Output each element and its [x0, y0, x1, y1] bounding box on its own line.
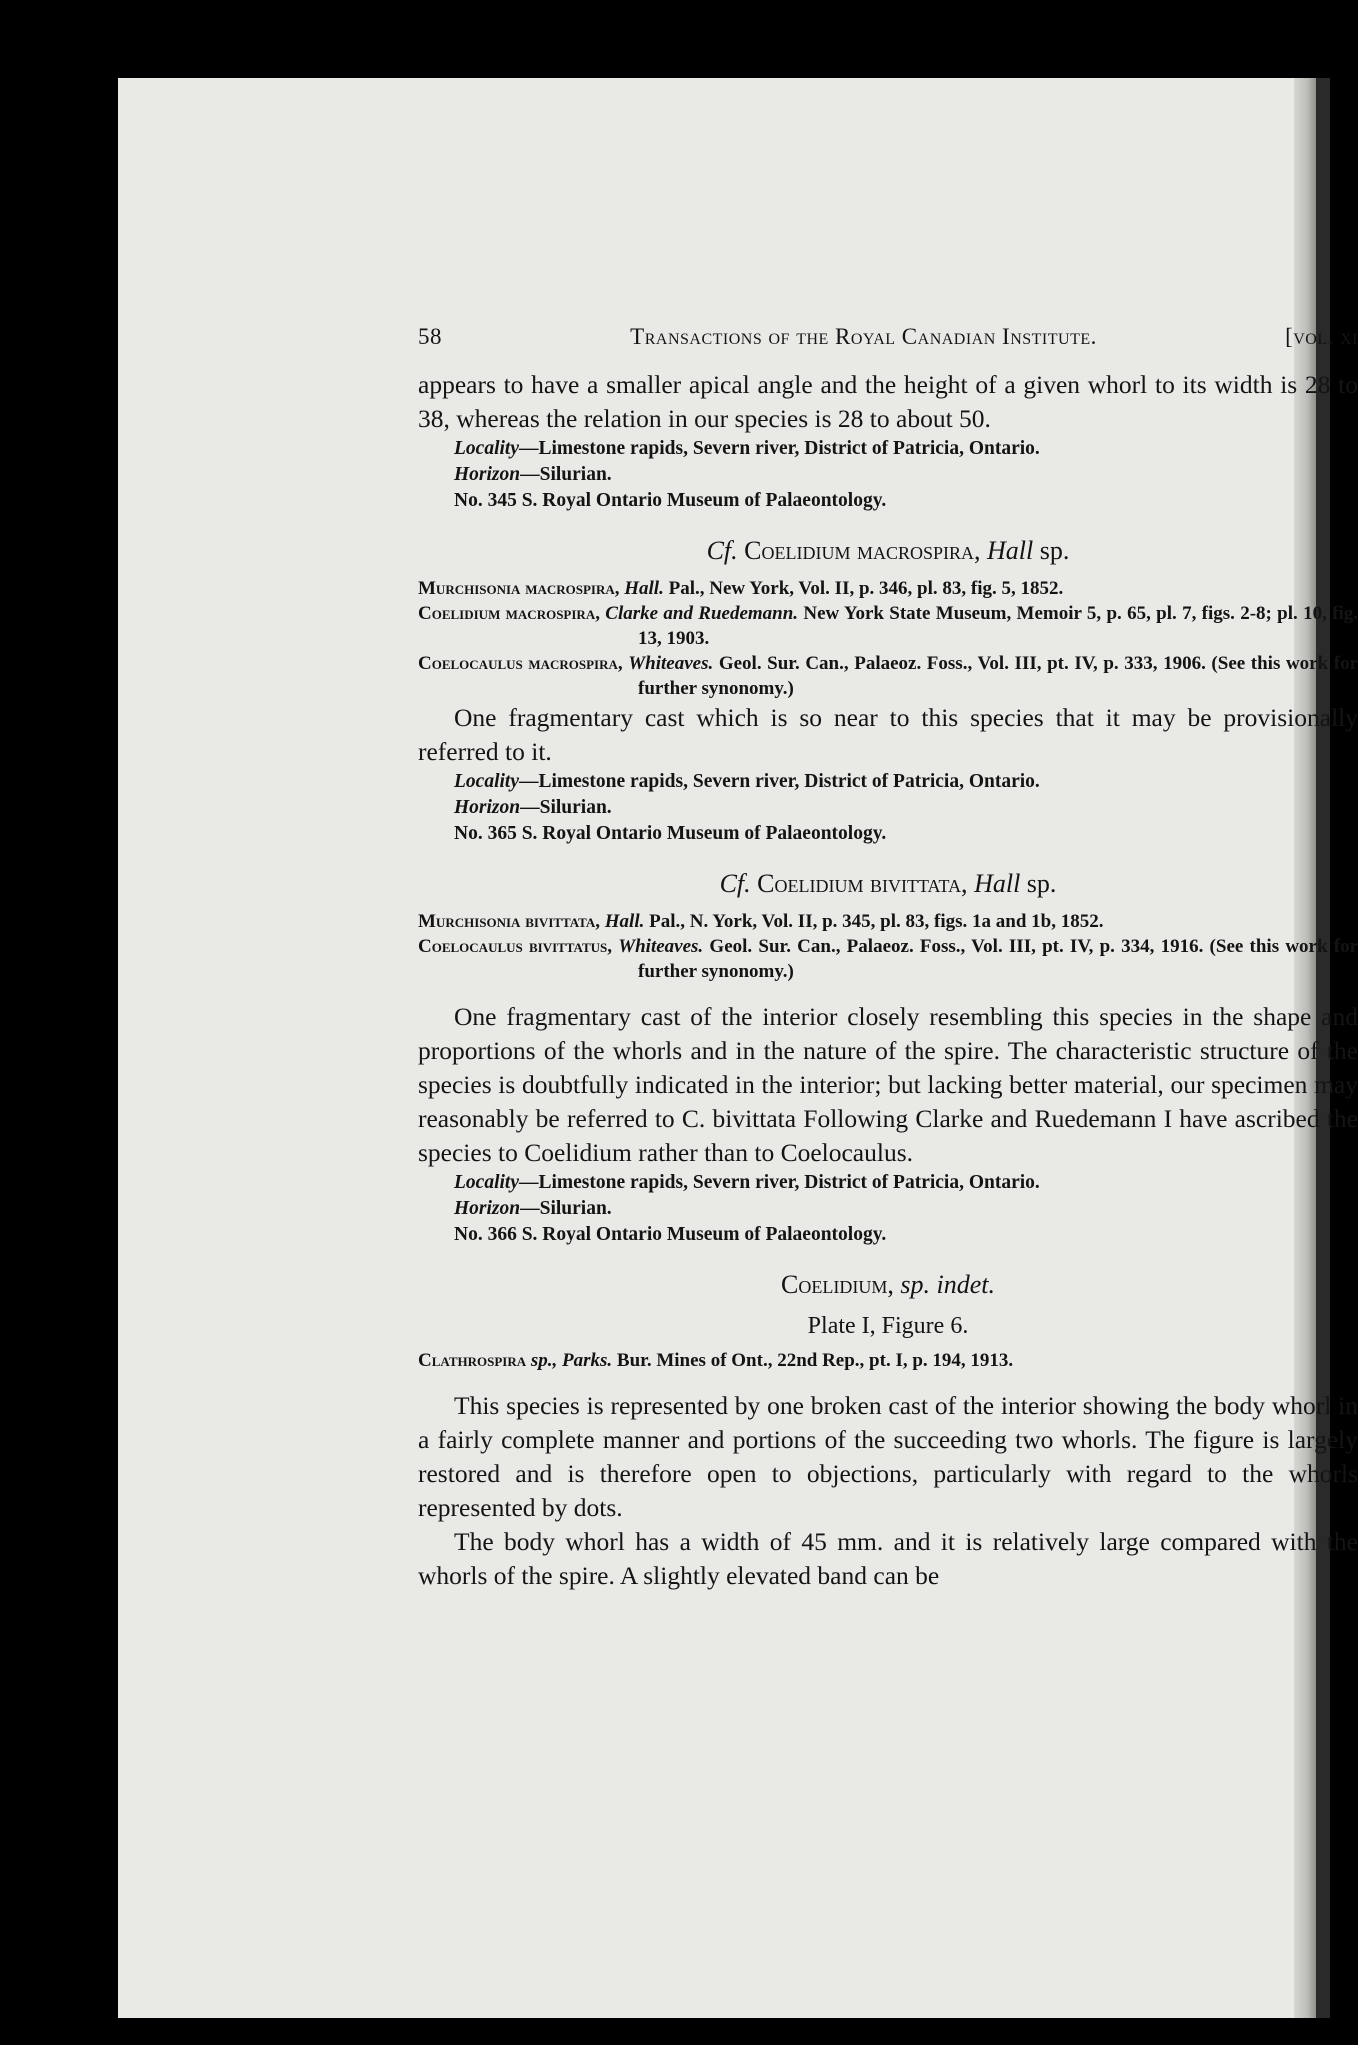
- locality-line: Locality—Limestone rapids, Severn river, District of Patricia, Ontario.: [454, 1172, 1040, 1193]
- intro-paragraph: appears to have a smaller apical angle and the height of a given whorl to its width is 28 to 38, whereas the relation in our species is 28 to about 50.: [418, 370, 1358, 433]
- references-bivittata: [418, 909, 1358, 984]
- locality-line: Locality—Limestone rapids, Severn river, District of Patricia, Ontario.: [454, 438, 1040, 459]
- description-paragraph: One fragmentary cast which is so near to this species that it may be provisionally referred to it.: [418, 703, 1358, 766]
- horizon-line: Horizon—Silurian.: [454, 1198, 612, 1219]
- reference-entry: Coelocaulus macrospira, Whiteaves. Geol. Sur. Can., Palaeoz. Foss., Vol. III, pt. IV, p. 333, 1906. (See this work for further synonomy.): [418, 653, 1358, 699]
- page-number: 58: [418, 324, 442, 349]
- reference-entry: Coelidium macrospira, Clarke and Ruedemann. New York State Museum, Memoir 5, p. 65, pl. 7, figs. 2-8; pl. 10, fig. 13, 1903.: [418, 603, 1358, 649]
- specimen-number: No. 345 S. Royal Ontario Museum of Palaeontology.: [454, 490, 887, 511]
- reference-entry: Murchisonia bivittata, Hall. Pal., N. York, Vol. II, p. 345, pl. 83, figs. 1a and 1b, 1852.: [418, 911, 1104, 932]
- specimen-number: No. 365 S. Royal Ontario Museum of Palaeontology.: [454, 823, 887, 844]
- species-heading-macrospira: Cf. Coelidium macrospira, Hall sp.: [706, 536, 1070, 565]
- references-macrospira: [418, 576, 1358, 701]
- journal-title: Transactions of the Royal Canadian Institute.: [630, 324, 1097, 349]
- plate-reference: Plate I, Figure 6.: [807, 1313, 969, 1339]
- locality-line: Locality—Limestone rapids, Severn river, District of Patricia, Ontario.: [454, 771, 1040, 792]
- page-content: [418, 324, 1358, 1593]
- running-head: [418, 324, 1358, 350]
- specimen-number: No. 366 S. Royal Ontario Museum of Palaeontology.: [454, 1224, 887, 1245]
- horizon-line: Horizon—Silurian.: [454, 464, 612, 485]
- description-paragraph: One fragmentary cast of the interior closely resembling this species in the shape and proportions of the whorls and in the nature of the spire. The characteristic structure of the species is doubtfully indicated in the interior; but lacking better material, our specimen may reasonably be referred to C. bivittata Following Clarke and Ruedemann I have ascribed the species to Coelidium rather than to Coelocaulus.: [418, 1002, 1358, 1167]
- species-heading-bivittata: Cf. Coelidium bivittata, Hall sp.: [719, 869, 1057, 898]
- reference-entry: Coelocaulus bivittatus, Whiteaves. Geol. Sur. Can., Palaeoz. Foss., Vol. III, pt. IV, p. 334, 1916. (See this work for further synonomy.): [418, 936, 1358, 982]
- horizon-line: Horizon—Silurian.: [454, 797, 612, 818]
- description-paragraph: The body whorl has a width of 45 mm. and it is relatively large compared with the whorls of the spire. A slightly elevated band can be: [418, 1527, 1358, 1590]
- description-paragraph: This species is represented by one broken cast of the interior showing the body whorl in a fairly complete manner and portions of the succeeding two whorls. The figure is largely restored and is therefore open to objections, particularly with regard to the whorls represented by dots.: [418, 1391, 1358, 1522]
- species-heading-indet: Coelidium, sp. indet.: [781, 1270, 995, 1299]
- reference-entry: Clathrospira sp., Parks. Bur. Mines of Ont., 22nd Rep., pt. I, p. 194, 1913.: [418, 1350, 1014, 1371]
- block1-meta: [418, 436, 1358, 514]
- reference-entry: Murchisonia macrospira, Hall. Pal., New York, Vol. II, p. 346, pl. 83, fig. 5, 1852.: [418, 578, 1064, 599]
- volume-label: [vol. xi: [1285, 324, 1358, 349]
- document-page: [118, 78, 1358, 2018]
